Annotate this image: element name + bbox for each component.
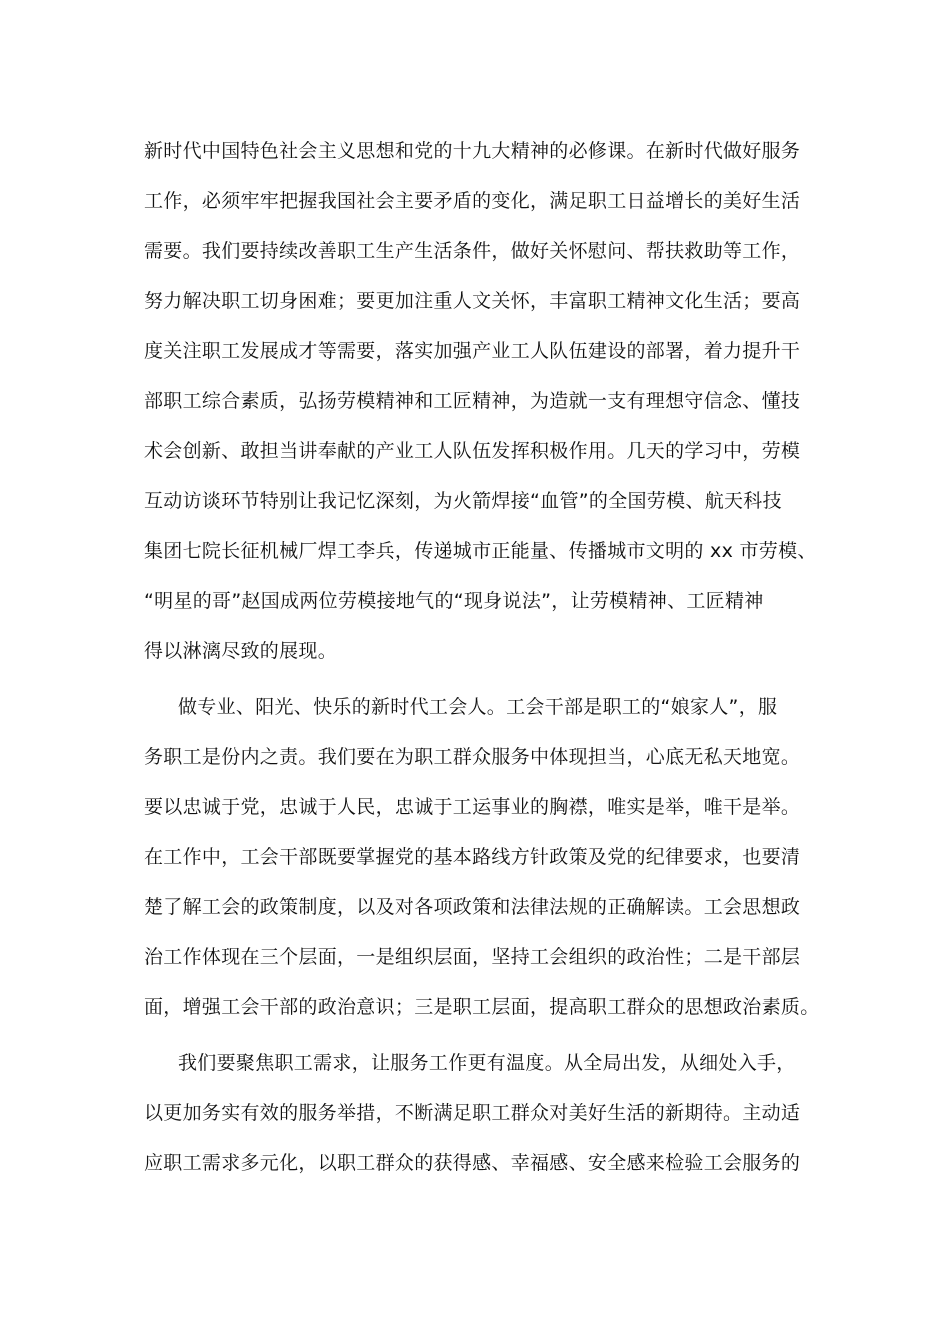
text-line: 以更加务实有效的服务举措，不断满足职工群众对美好生活的新期待。主动适 (144, 1102, 801, 1124)
text-line: 我们要聚焦职工需求，让服务工作更有温度。从全局出发，从细处入手， (178, 1052, 796, 1074)
text-line: 集团七院长征机械厂焊工李兵，传递城市正能量、传播城市文明的 xx 市劳模、 (144, 540, 817, 562)
text-line: 度关注职工发展成才等需要，落实加强产业工人队伍建设的部署，着力提升干 (144, 340, 801, 362)
paragraph (144, 1038, 810, 1188)
text-line: 互动访谈环节特别让我记忆深刻，为火箭焊接“血管”的全国劳模、航天科技 (144, 490, 782, 512)
text-line: 应职工需求多元化，以职工群众的获得感、幸福感、安全感来检验工会服务的 (144, 1152, 801, 1174)
document-body (144, 126, 820, 1188)
text-line: 努力解决职工切身困难；要更加注重人文关怀，丰富职工精神文化生活；要高 (144, 290, 801, 312)
text-line: 工作，必须牢牢把握我国社会主要矛盾的变化，满足职工日益增长的美好生活 (144, 190, 801, 212)
paragraph (144, 682, 820, 1032)
text-line: 务职工是份内之责。我们要在为职工群众服务中体现担当，心底无私天地宽。 (144, 746, 801, 768)
text-line: 得以淋漓尽致的展现。 (144, 640, 338, 662)
text-line: 在工作中，工会干部既要掌握党的基本路线方针政策及党的纪律要求，也要清 (144, 846, 801, 868)
paragraph (144, 126, 817, 676)
text-line: 楚了解工会的政策制度，以及对各项政策和法律法规的正确解读。工会思想政 (144, 896, 801, 918)
text-line: 治工作体现在三个层面，一是组织层面，坚持工会组织的政治性；二是干部层 (144, 946, 801, 968)
text-line: 术会创新、敢担当讲奉献的产业工人队伍发挥积极作用。几天的学习中，劳模 (144, 440, 801, 462)
text-line: 做专业、阳光、快乐的新时代工会人。工会干部是职工的“娘家人”，服 (178, 696, 778, 718)
text-line: “明星的哥”赵国成两位劳模接地气的“现身说法”，让劳模精神、工匠精神 (144, 590, 764, 612)
text-line: 部职工综合素质，弘扬劳模精神和工匠精神，为造就一支有理想守信念、懂技 (144, 390, 801, 412)
text-line: 新时代中国特色社会主义思想和党的十九大精神的必修课。在新时代做好服务 (144, 140, 801, 162)
text-line: 要以忠诚于党，忠诚于人民，忠诚于工运事业的胸襟，唯实是举，唯干是举。 (144, 796, 801, 818)
text-line: 需要。我们要持续改善职工生产生活条件，做好关怀慰问、帮扶救助等工作， (144, 240, 801, 262)
text-line: 面，增强工会干部的政治意识；三是职工层面，提高职工群众的思想政治素质。 (144, 996, 820, 1018)
